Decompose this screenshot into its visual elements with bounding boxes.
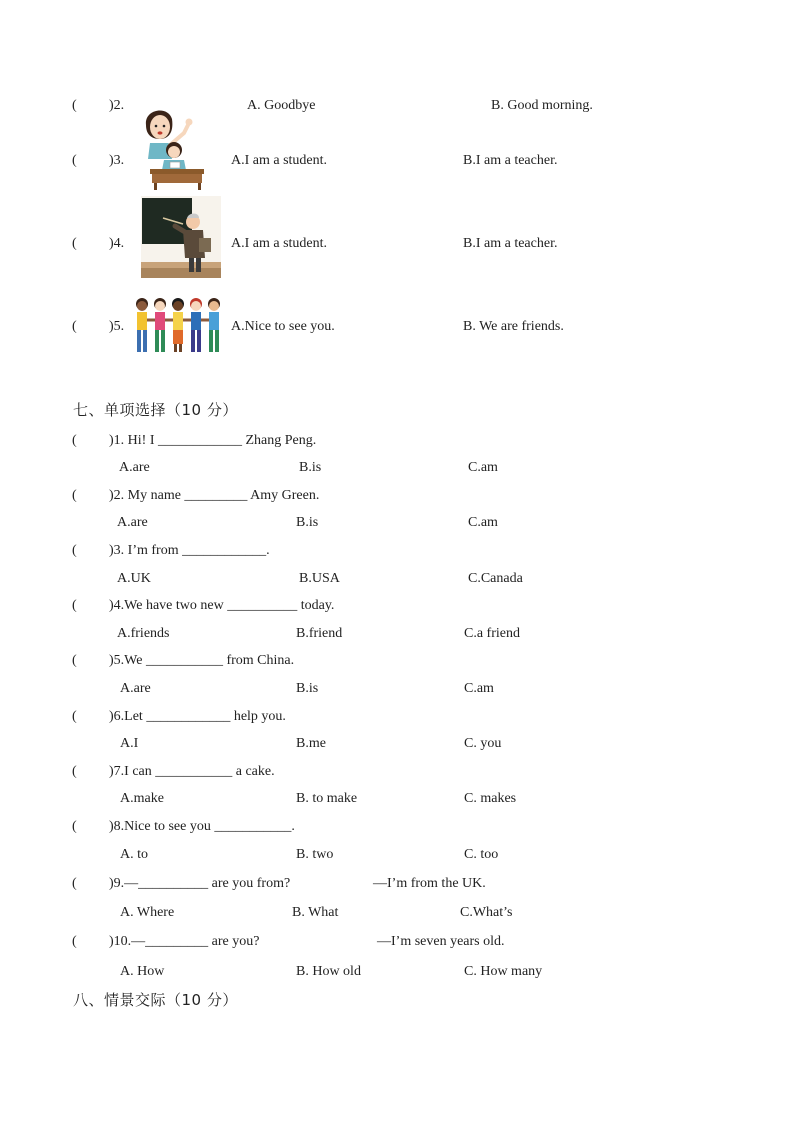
question-stem: )4.We have two new __________ today.	[109, 598, 335, 613]
option-b: B. two	[296, 847, 334, 862]
question-stem: )2. My name _________ Amy Green.	[109, 488, 320, 503]
answer-paren: (	[72, 153, 77, 168]
answer-paren: (	[72, 819, 77, 834]
option-b: B. Good morning.	[491, 98, 593, 113]
option-a: A. How	[120, 964, 165, 979]
option-b: B. How old	[296, 964, 361, 979]
answer-paren: (	[72, 709, 77, 724]
option-c: C.am	[468, 460, 498, 475]
option-a: A.are	[119, 460, 150, 475]
answer-paren: (	[72, 319, 77, 334]
option-a: A.friends	[117, 626, 170, 641]
option-a: A.Nice to see you.	[231, 319, 335, 334]
option-b: B.I am a teacher.	[463, 236, 558, 251]
answer-paren: (	[72, 433, 77, 448]
children-holding-hands-illustration	[133, 296, 225, 356]
answer-paren: (	[72, 98, 77, 113]
teacher-at-blackboard-illustration	[141, 196, 221, 278]
option-a: A. Where	[120, 905, 175, 920]
option-c: C. too	[464, 847, 499, 862]
option-b: B.is	[299, 460, 322, 475]
option-c: C.am	[464, 681, 494, 696]
option-c: C.a friend	[464, 626, 520, 641]
section-8-heading: 八、情景交际（10 分）	[73, 991, 238, 1009]
question-stem: )5.We ___________ from China.	[109, 653, 295, 668]
option-a: A.are	[117, 515, 148, 530]
question-number: )5.	[109, 319, 125, 334]
option-b: B. What	[292, 905, 339, 920]
option-a: A.are	[120, 681, 151, 696]
option-a: A.make	[120, 791, 164, 806]
answer-paren: (	[72, 876, 77, 891]
option-a: A.I am a student.	[231, 153, 328, 168]
student-at-desk-illustration	[148, 140, 208, 190]
option-c: C. makes	[464, 791, 517, 806]
question-stem: )6.Let ____________ help you.	[109, 709, 286, 724]
question-stem: )9.—__________ are you from?	[109, 876, 291, 891]
option-b: B. We are friends.	[463, 319, 564, 334]
option-b: B.me	[296, 736, 326, 751]
question-number: )3.	[109, 153, 125, 168]
option-c: C. How many	[464, 964, 543, 979]
option-b: B.is	[296, 515, 319, 530]
dialogue-reply: —I’m from the UK.	[373, 876, 486, 891]
question-number: )2.	[109, 98, 125, 113]
question-stem: )3. I’m from ____________.	[109, 543, 270, 558]
question-stem: )7.I can ___________ a cake.	[109, 764, 275, 779]
option-c: C.am	[468, 515, 498, 530]
option-c: C. you	[464, 736, 502, 751]
answer-paren: (	[72, 598, 77, 613]
dialogue-reply: —I’m seven years old.	[377, 934, 505, 949]
question-number: )4.	[109, 236, 125, 251]
question-stem: )8.Nice to see you ___________.	[109, 819, 295, 834]
option-b: B.is	[296, 681, 319, 696]
option-b: B.I am a teacher.	[463, 153, 558, 168]
option-b: B.friend	[296, 626, 343, 641]
answer-paren: (	[72, 653, 77, 668]
section-7-heading: 七、单项选择（10 分）	[73, 401, 238, 419]
answer-paren: (	[72, 764, 77, 779]
question-stem: )1. Hi! I ____________ Zhang Peng.	[109, 433, 317, 448]
option-c: C.What’s	[460, 905, 513, 920]
option-b: B. to make	[296, 791, 358, 806]
option-a: A.I	[120, 736, 139, 751]
question-stem: )10.—_________ are you?	[109, 934, 260, 949]
answer-paren: (	[72, 934, 77, 949]
answer-paren: (	[72, 488, 77, 503]
answer-paren: (	[72, 543, 77, 558]
option-a: A.UK	[117, 571, 151, 586]
option-b: B.USA	[299, 571, 340, 586]
option-a: A. to	[120, 847, 148, 862]
option-c: C.Canada	[468, 571, 523, 586]
option-a: A. Goodbye	[247, 98, 316, 113]
answer-paren: (	[72, 236, 77, 251]
option-a: A.I am a student.	[231, 236, 328, 251]
